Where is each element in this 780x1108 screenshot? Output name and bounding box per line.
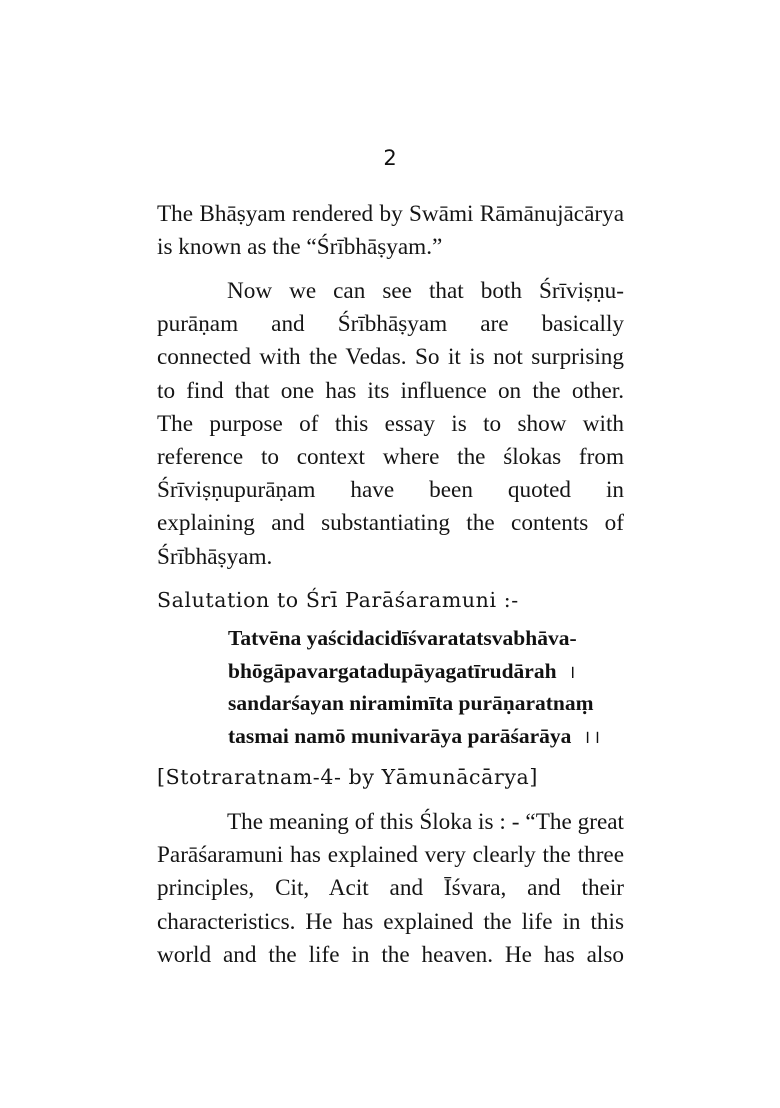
text-line: Śrībhāṣyam. (157, 543, 273, 570)
text-line: explaining and substantiating the contents of (157, 510, 624, 537)
verse-line (228, 687, 628, 720)
salutation-heading (157, 584, 624, 617)
text-line: [Stotraratnam-4- by Yāmunācārya] (157, 765, 538, 789)
paragraph-intro (157, 198, 624, 264)
text-line: Śrīviṣṇupurāṇam have been quoted in (157, 477, 624, 504)
text-line: Salutation to Śrī Parāśaramuni :- (157, 588, 519, 612)
text-line: principles, Cit, Acit and Īśvara, and their (157, 875, 624, 902)
verse-text: tasmai namō munivarāya parāśarāya (228, 723, 572, 748)
verse-text: sandarśayan niramimīta purāṇaratnaṃ (228, 691, 594, 715)
text-line: The purpose of this essay is to show with (157, 410, 624, 437)
text-line: to find that one has its influence on the other. (157, 377, 624, 404)
verse-text: bhōgāpavargatadupāyagatīrudārah (228, 658, 557, 683)
text-line: is known as the “Śrībhāṣyam.” (157, 234, 443, 261)
text-line: world and the life in the heaven. He has also (157, 941, 624, 968)
verse-line (228, 622, 628, 655)
verse-citation (157, 761, 624, 794)
text-line: Parāśaramuni has explained very clearly the three (157, 842, 624, 869)
text-line: Now we can see that both Śrīviṣṇu- (227, 278, 624, 304)
verse-line (228, 655, 628, 688)
text-line: The Bhāṣyam rendered by Swāmi Rāmānujācārya (157, 201, 624, 227)
paragraph-essay-purpose (157, 275, 624, 574)
page-number: 2 (383, 146, 397, 170)
danda-mark: । (568, 661, 579, 682)
text-line: The meaning of this Śloka is : - “The great (227, 809, 624, 835)
text-line: reference to context where the ślokas from (157, 443, 624, 470)
sanskrit-verse (228, 622, 628, 752)
double-danda-mark: ।। (583, 726, 604, 747)
verse-line (228, 720, 628, 753)
text-line: purāṇam and Śrībhāṣyam are basically (157, 311, 624, 338)
text-line: connected with the Vedas. So it is not surprising (157, 344, 624, 371)
text-line: characteristics. He has explained the life in this (157, 908, 624, 935)
verse-text: Tatvēna yaścidacidīśvaratatsvabhāva- (228, 626, 577, 650)
paragraph-meaning (157, 806, 624, 972)
